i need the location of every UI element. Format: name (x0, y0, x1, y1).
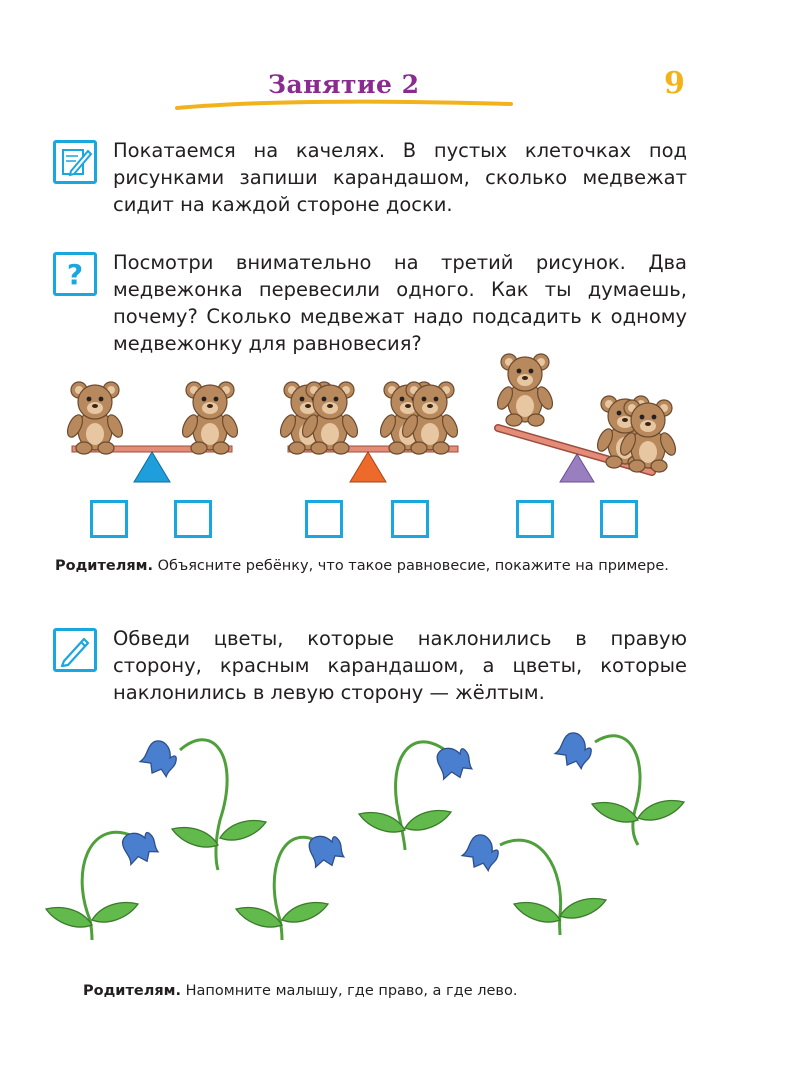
answer-box-2-right[interactable] (391, 500, 429, 538)
seesaw-illustrations (50, 350, 750, 490)
flower-4 (46, 826, 161, 940)
parents-note-2 (83, 980, 703, 1002)
seesaw-1 (64, 382, 240, 482)
flower-5 (236, 830, 346, 940)
question-icon (53, 252, 97, 296)
answer-box-1-right[interactable] (174, 500, 212, 538)
answer-box-3-left[interactable] (516, 500, 554, 538)
parents-note-1-label: Родителям. (55, 558, 153, 574)
pencil-paper-icon (53, 140, 97, 184)
task-2-text: Посмотри внимательно на третий рисунок. Два медвежонка перевесили одного. Как ты думаешь, почему? Сколько медвежат надо подсадить к одному медвежонку для равновесия? (113, 251, 687, 355)
flower-6 (460, 831, 606, 935)
answer-box-1-left[interactable] (90, 500, 128, 538)
answer-box-2-left[interactable] (305, 500, 343, 538)
pencil-icon (53, 628, 97, 672)
flower-3 (553, 729, 684, 845)
answer-box-3-right[interactable] (600, 500, 638, 538)
parents-note-2-text: Напомните малышу, где право, а где лево. (185, 983, 518, 999)
page-number: 9 (664, 66, 685, 101)
flowers-illustration (40, 720, 760, 960)
seesaw-2 (277, 382, 460, 482)
task-3-text: Обведи цветы, которые наклонились в правую сторону, красным карандашом, а цветы, которые наклонились в левую сторону — жёлтым. (113, 627, 687, 704)
seesaw-3 (494, 354, 678, 482)
parents-note-1-text: Объясните ребёнку, что такое равновесие, покажите на примере. (157, 558, 669, 574)
parents-note-2-label: Родителям. (83, 983, 181, 999)
question-glyph: ? (66, 257, 84, 291)
title-underline (175, 98, 515, 112)
task-1-text: Покатаемся на качелях. В пустых клеточках под рисунками запиши карандашом, сколько медвежат сидит на каждой стороне доски. (113, 139, 687, 216)
lesson-title: Занятие 2 (268, 70, 420, 99)
flower-2 (359, 742, 474, 850)
parents-note-1 (55, 555, 687, 577)
